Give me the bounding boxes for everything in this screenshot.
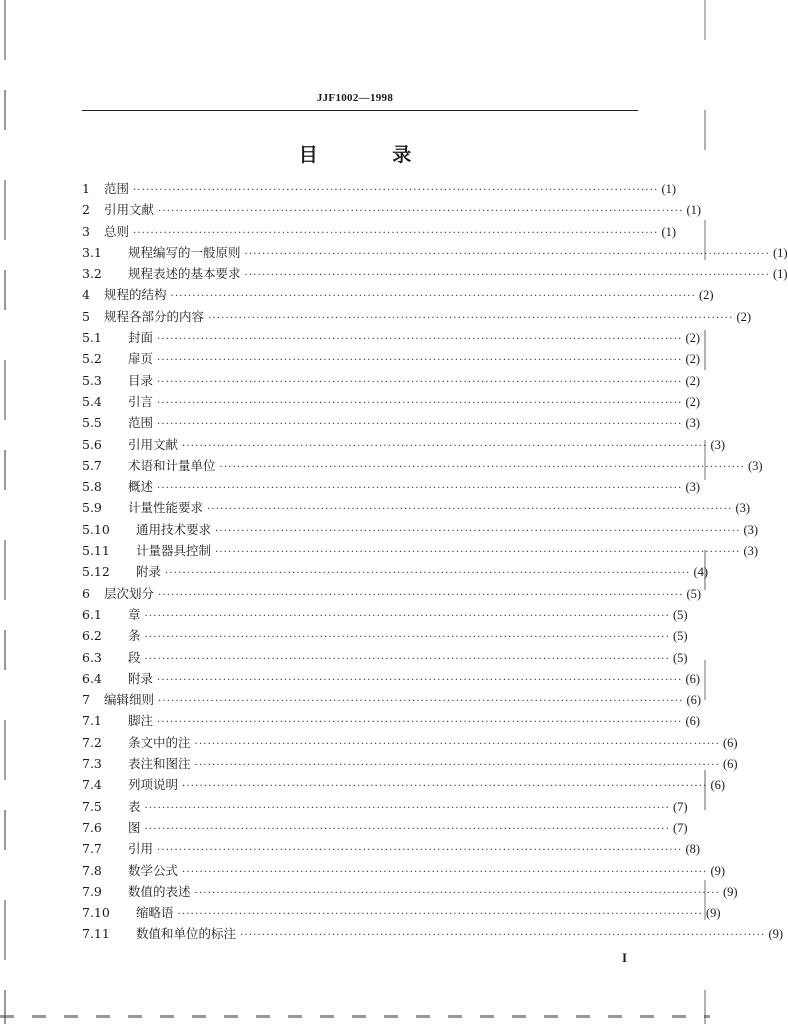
toc-entry-title: 扉页 (128, 351, 154, 367)
toc-entry (82, 243, 788, 264)
toc-dot-leader: ························································································································ (244, 270, 770, 282)
toc-entry-number: 5.12 (82, 564, 110, 580)
page-title: 目 录 (298, 144, 446, 166)
toc-entry-title: 段 (128, 649, 141, 665)
toc-entry-page: (2) (685, 352, 701, 367)
toc-entry-page: (6) (686, 693, 702, 708)
toc-entry-title: 条文中的注 (128, 734, 191, 750)
toc-entry-number: 5.6 (82, 436, 102, 452)
toc-entry (82, 733, 738, 754)
toc-entry-title: 数值和单位的标注 (136, 926, 237, 942)
toc-entry-page: (3) (685, 480, 701, 495)
toc-entry-number: 7.6 (82, 819, 102, 835)
toc-entry-number: 7.4 (82, 777, 102, 793)
toc-entry-page: (2) (698, 288, 714, 303)
toc-dot-leader: ························································································································ (208, 312, 734, 324)
toc-dot-leader: ························································································································ (207, 504, 733, 516)
toc-entry-page: (2) (685, 373, 701, 388)
toc-dot-leader: ························································································································ (144, 653, 670, 665)
toc-entry-number: 7.9 (82, 883, 102, 899)
toc-dot-leader: ························································································································ (244, 248, 770, 260)
toc-entry-number: 3.1 (82, 244, 102, 260)
toc-entry-number: 6.1 (82, 606, 102, 622)
toc-entry-page: (3) (710, 437, 726, 452)
toc-entry-number: 5 (82, 308, 90, 324)
toc-entry (82, 839, 701, 860)
header-rule (82, 110, 638, 111)
toc-entry-number: 5.5 (82, 415, 102, 431)
toc-entry-number: 1 (82, 181, 90, 196)
toc-entry-page: (7) (672, 799, 688, 814)
toc-entry-number: 6.2 (82, 628, 102, 644)
toc-dot-leader: ························································································································ (158, 206, 684, 218)
toc-entry-number: 5.1 (82, 330, 102, 346)
toc-entry-number: 5.9 (82, 500, 102, 516)
toc-entry (82, 456, 763, 477)
toc-entry-number: 5.8 (82, 479, 102, 495)
toc-entry-title: 目录 (128, 372, 154, 388)
toc-entry-page: (9) (768, 927, 784, 942)
toc-entry-title: 总则 (104, 223, 130, 239)
toc-entry-page: (6) (710, 778, 726, 793)
toc-entry-page: (6) (685, 671, 701, 686)
toc-entry-title: 层次划分 (104, 585, 155, 601)
toc-entry-title: 缩略语 (136, 905, 174, 921)
toc-entry (82, 690, 702, 711)
toc-dot-leader: ························································································································ (194, 760, 720, 772)
toc-entry (82, 413, 701, 434)
toc-dot-leader: ························································································································ (240, 930, 766, 942)
scan-edge-bottom (0, 1015, 710, 1018)
toc-entry-page: (9) (705, 906, 721, 921)
toc-entry-page: (2) (685, 394, 701, 409)
toc-entry-number: 7.11 (82, 926, 110, 942)
toc-entry-title: 规程的结构 (104, 287, 167, 303)
toc-entry-number: 4 (82, 287, 90, 303)
toc-entry-page: (5) (672, 607, 688, 622)
toc-dot-leader: ························································································································ (157, 483, 683, 495)
toc-entry-title: 数学公式 (128, 862, 179, 878)
toc-dot-leader: ························································································································ (157, 334, 683, 346)
toc-entry-page: (5) (686, 586, 702, 601)
toc-entry-page: (5) (672, 650, 688, 665)
toc-entry (82, 520, 759, 541)
toc-entry (82, 285, 714, 306)
toc-entry-title: 编辑细则 (104, 692, 155, 708)
toc-entry (82, 924, 784, 945)
toc-entry-page: (4) (693, 565, 709, 580)
toc-entry (82, 371, 701, 392)
toc-entry (82, 179, 677, 200)
toc-entry (82, 797, 688, 818)
toc-entry-number: 5.7 (82, 457, 102, 473)
toc-entry-number: 3 (82, 223, 90, 239)
toc-dot-leader: ························································································································ (158, 589, 684, 601)
toc-dot-leader: ························································································································ (158, 696, 684, 708)
toc-dot-leader: ························································································································ (165, 568, 691, 580)
toc-entry-page: (3) (743, 522, 759, 537)
toc-entry-page: (9) (722, 884, 738, 899)
toc-dot-leader: ························································································································ (157, 397, 683, 409)
toc-entry-title: 列项说明 (128, 777, 179, 793)
toc-entry (82, 648, 688, 669)
toc-entry-title: 附录 (128, 670, 154, 686)
document-code: JJF1002—1998 (316, 92, 394, 104)
toc-entry-page: (6) (722, 757, 738, 772)
toc-dot-leader: ························································································································ (133, 227, 659, 239)
toc-entry (82, 328, 701, 349)
toc-entry (82, 562, 709, 583)
toc-entry-title: 封面 (128, 330, 154, 346)
toc-entry-number: 7.5 (82, 798, 102, 814)
toc-entry-page: (1) (772, 267, 788, 282)
toc-entry-title: 计量器具控制 (136, 543, 212, 559)
toc-entry (82, 775, 726, 796)
toc-entry (82, 222, 677, 243)
toc-entry-number: 7.7 (82, 841, 102, 857)
page-number: I (622, 950, 628, 965)
toc-entry-title: 脚注 (128, 713, 154, 729)
toc-entry-page: (9) (710, 863, 726, 878)
toc-dot-leader: ························································································································ (144, 802, 670, 814)
toc-entry-title: 通用技术要求 (136, 521, 212, 537)
toc-entry-page: (8) (685, 842, 701, 857)
toc-dot-leader: ························································································································ (157, 355, 683, 367)
toc-entry-number: 5.2 (82, 351, 102, 367)
toc-entry-page: (1) (772, 245, 788, 260)
toc-dot-leader: ························································································································ (215, 547, 741, 559)
toc-entry-number: 5.4 (82, 393, 102, 409)
toc-entry-page: (5) (672, 629, 688, 644)
toc-entry-page: (3) (685, 416, 701, 431)
toc-entry-page: (2) (736, 309, 752, 324)
toc-entry (82, 882, 738, 903)
toc-entry-title: 术语和计量单位 (128, 457, 216, 473)
toc-dot-leader: ························································································································ (133, 185, 659, 196)
toc-entry (82, 711, 701, 732)
toc-dot-leader: ························································································································ (177, 909, 703, 921)
table-of-contents (82, 179, 788, 946)
toc-entry (82, 264, 788, 285)
toc-entry-title: 章 (128, 606, 141, 622)
toc-entry-page: (1) (686, 203, 702, 218)
toc-entry-number: 3.2 (82, 266, 102, 282)
toc-dot-leader: ························································································································ (157, 419, 683, 431)
toc-dot-leader: ························································································································ (194, 738, 720, 750)
toc-entry-title: 范围 (104, 181, 130, 196)
toc-dot-leader: ························································································································ (182, 866, 708, 878)
toc-entry-title: 计量性能要求 (128, 500, 204, 516)
toc-entry-page: (1) (661, 224, 677, 239)
toc-entry-page: (2) (685, 331, 701, 346)
toc-entry-title: 规程各部分的内容 (104, 308, 205, 324)
toc-dot-leader: ························································································································ (157, 674, 683, 686)
toc-entry-title: 条 (128, 628, 141, 644)
toc-entry-title: 引言 (128, 393, 154, 409)
toc-entry-number: 5.3 (82, 372, 102, 388)
toc-dot-leader: ························································································································ (182, 440, 708, 452)
toc-entry-page: (6) (722, 735, 738, 750)
toc-entry (82, 626, 688, 647)
toc-entry (82, 477, 701, 498)
toc-entry-page: (3) (747, 458, 763, 473)
toc-entry (82, 435, 726, 456)
toc-dot-leader: ························································································································ (144, 823, 670, 835)
toc-dot-leader: ························································································································ (215, 525, 741, 537)
toc-entry-title: 范围 (128, 415, 154, 431)
toc-dot-leader: ························································································································ (170, 291, 696, 303)
toc-entry (82, 754, 738, 775)
toc-entry (82, 541, 759, 562)
toc-entry-title: 规程表述的基本要求 (128, 266, 241, 282)
toc-entry-number: 2 (82, 202, 90, 218)
toc-entry (82, 498, 751, 519)
toc-entry-title: 表注和图注 (128, 756, 191, 772)
toc-entry (82, 200, 702, 221)
toc-entry-page: (3) (743, 544, 759, 559)
toc-entry (82, 605, 688, 626)
toc-entry-page: (1) (661, 182, 677, 196)
toc-dot-leader: ························································································································ (157, 717, 683, 729)
toc-entry-title: 附录 (136, 564, 162, 580)
toc-entry (82, 584, 702, 605)
toc-dot-leader: ························································································································ (157, 845, 683, 857)
toc-entry-title: 规程编写的一般原则 (128, 244, 241, 260)
toc-entry-number: 5.11 (82, 543, 110, 559)
toc-entry-number: 5.10 (82, 521, 110, 537)
toc-entry-title: 引用 (128, 841, 154, 857)
toc-entry-number: 7.10 (82, 905, 110, 921)
toc-entry-page: (3) (735, 501, 751, 516)
toc-entry-number: 7 (82, 692, 90, 708)
toc-dot-leader: ························································································································ (157, 376, 683, 388)
toc-entry-number: 6 (82, 585, 90, 601)
toc-entry-title: 引用文献 (104, 202, 155, 218)
toc-entry-number: 7.3 (82, 756, 102, 772)
toc-entry (82, 392, 701, 413)
toc-entry-title: 数值的表述 (128, 883, 191, 899)
toc-entry-number: 7.2 (82, 734, 102, 750)
toc-entry (82, 903, 721, 924)
toc-entry (82, 307, 752, 328)
toc-entry-number: 7.1 (82, 713, 102, 729)
toc-entry-page: (7) (672, 820, 688, 835)
toc-entry (82, 669, 701, 690)
toc-entry (82, 818, 688, 839)
toc-entry (82, 349, 701, 370)
toc-entry-number: 6.4 (82, 670, 102, 686)
toc-dot-leader: ························································································································ (219, 461, 745, 473)
toc-entry-title: 引用文献 (128, 436, 179, 452)
toc-dot-leader: ························································································································ (182, 781, 708, 793)
toc-entry-title: 表 (128, 798, 141, 814)
toc-entry-title: 图 (128, 819, 141, 835)
toc-entry-number: 6.3 (82, 649, 102, 665)
toc-entry-title: 概述 (128, 479, 154, 495)
toc-entry-page: (6) (685, 714, 701, 729)
toc-entry (82, 861, 726, 882)
toc-dot-leader: ························································································································ (194, 887, 720, 899)
toc-dot-leader: ························································································································ (144, 632, 670, 644)
toc-dot-leader: ························································································································ (144, 610, 670, 622)
toc-entry-number: 7.8 (82, 862, 102, 878)
